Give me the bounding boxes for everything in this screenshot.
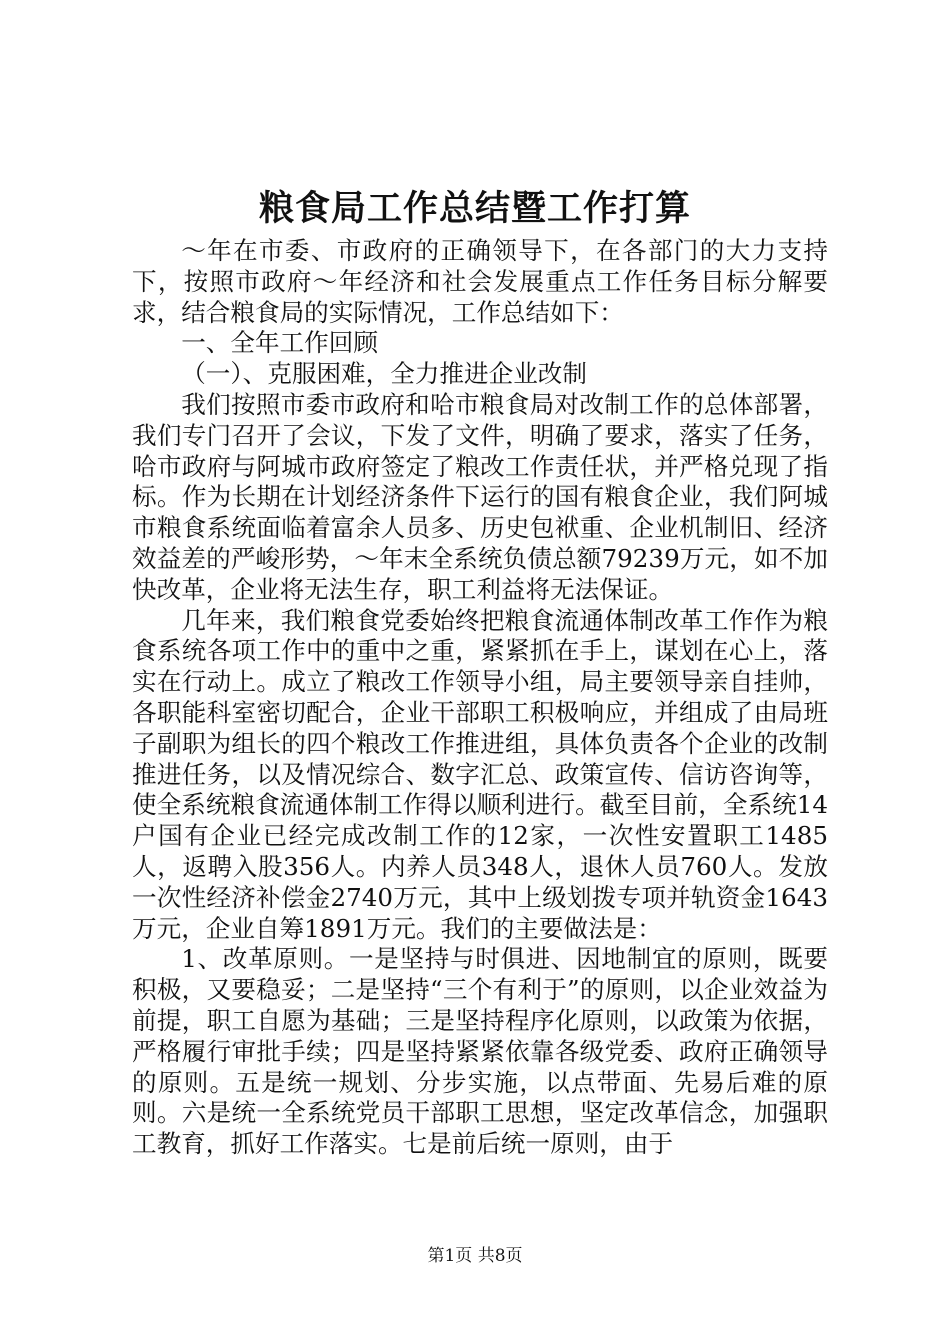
section-heading: 一、全年工作回顾: [181, 328, 378, 358]
paragraph-reform-deployment: 我们按照市委市政府和哈市粮食局对改制工作的总体部署，我们专门召开了会议，下发了文件，明确了要求，落实了任务，哈市政府与阿城市政府签定了粮改工作责任状，并严格兑现了指标。作为长期在计划经济条件下运行的国有粮食企业，我们阿城市粮食系统面临着富余人员多、历史包袱重、企业机制旧、经济效益差的严峻形势，～年末全系统负债总额79239万元，如不加快改革，企业将无法生存，职工利益将无法保证。: [132, 389, 828, 604]
paragraph-intro: ～年在市委、市政府的正确领导下，在各部门的大力支持下，按照市政府～年经济和社会发展重点工作任务目标分解要求，结合粮食局的实际情况，工作总结如下：: [132, 236, 828, 327]
paragraph-reform-principles: 1、改革原则。一是坚持与时俱进、因地制宜的原则，既要积极，又要稳妥；二是坚持“三个有利于”的原则，以企业效益为前提，职工自愿为基础；三是坚持程序化原则，以政策为依据，严格履行审批手续；四是坚持紧紧依靠各级党委、政府正确领导的原则。五是统一规划、分步实施，以点带面、先易后难的原则。六是统一全系统党员干部职工思想，坚定改革信念，加强职工教育，抓好工作落实。七是前后统一原则，由于: [132, 944, 828, 1159]
page-footer: 第1页 共8页: [427, 1246, 523, 1266]
subsection-heading: （一）、克服困难，全力推进企业改制: [181, 359, 587, 389]
document-title: 粮食局工作总结暨工作打算: [258, 188, 691, 229]
document-body: [132, 236, 828, 1160]
paragraph-reform-progress: 几年来，我们粮食党委始终把粮食流通体制改革工作作为粮食系统各项工作中的重中之重，紧紧抓在手上，谋划在心上，落实在行动上。成立了粮改工作领导小组，局主要领导亲自挂帅，各职能科室密切配合，企业干部职工积极响应，并组成了由局班子副职为组长的四个粮改工作推进组，具体负责各个企业的改制推进任务，以及情况综合、数字汇总、政策宣传、信访咨询等，使全系统粮食流通体制工作得以顺利进行。截至目前，全系统14户国有企业已经完成改制工作的12家，一次性安置职工1485人，返聘入股356人。内养人员348人，退休人员760人。发放一次性经济补偿金2740万元，其中上级划拨专项并轨资金1643万元，企业自筹1891万元。我们的主要做法是：: [132, 605, 828, 943]
